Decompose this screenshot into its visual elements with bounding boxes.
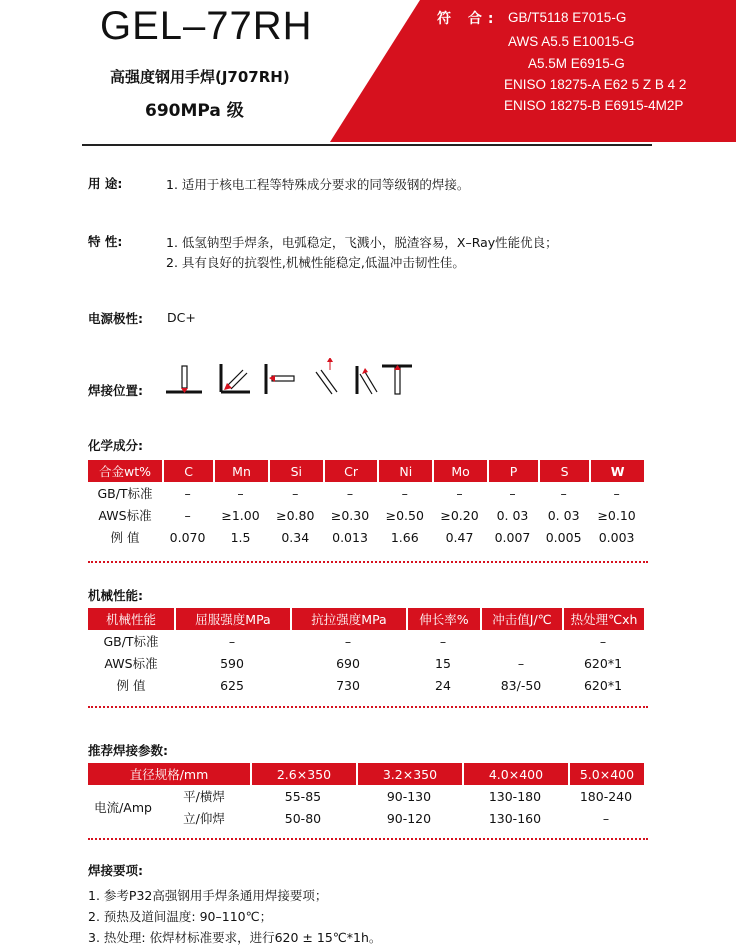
params-header: 4.0×400 [462,763,568,785]
mechanical-table [88,608,644,696]
table-row [88,652,644,674]
table-cell: – [401,485,408,501]
params-header: 直径规格/mm [88,763,250,785]
standard-line: AWS A5.5 E10015-G [508,34,635,49]
table-cell: 0.005 [545,529,582,545]
chem-header: Si [268,460,323,482]
table-cell: 83/-50 [500,677,542,693]
usage-text: 1. 适用于核电工程等特殊成分要求的同等级钢的焊接。 [166,177,470,192]
feature-item: 2. 具有良好的抗裂性,机械性能稳定,低温冲击韧性佳。 [166,255,465,270]
standards-label: 符 合: [437,11,500,27]
table-cell: 90-130 [386,788,432,804]
mech-header: 热处理℃xh [562,608,644,630]
chemistry-title: 化学成分: [88,438,143,453]
table-cell: 例 值 [110,530,140,545]
table-cell: 0. 03 [547,507,580,523]
table-cell: – [228,633,236,649]
table-cell: 0. 03 [496,507,529,523]
table-cell: – [602,810,610,826]
table-cell: – [517,655,525,671]
chem-header: Mo [432,460,487,482]
table-cell: 平/横焊 [183,789,225,804]
table-cell: 620*1 [583,655,623,671]
dotted-divider [88,706,648,708]
chem-header: P [487,460,538,482]
params-title: 推荐焊接参数: [88,743,168,758]
table-cell: ≥0.50 [385,507,424,523]
standard-line: ENISO 18275-B E6915-4M2P [504,98,684,113]
table-cell: 立/仰焊 [183,811,225,826]
table-cell: – [613,485,620,501]
table-row [88,630,644,652]
usage-label: 用 途: [88,176,123,191]
table-row [88,526,644,548]
table-row [88,674,644,696]
chem-header: Cr [323,460,378,482]
mech-header: 冲击值J/℃ [480,608,562,630]
table-cell: GB/T标准 [97,486,153,501]
table-cell: – [560,485,567,501]
chem-header: Ni [377,460,432,482]
table-cell: 0.34 [281,529,310,545]
chem-header: 合金wt% [88,460,162,482]
table-cell: 1.66 [390,529,419,545]
params-header: 3.2×350 [356,763,462,785]
params-header: 2.6×350 [250,763,356,785]
table-cell: GB/T标准 [103,634,159,649]
table-cell: 24 [435,677,451,693]
table-cell: ≥0.20 [440,507,479,523]
positions-label: 焊接位置: [88,383,143,398]
mech-header: 屈服强度MPa [174,608,290,630]
table-cell: 180-240 [579,788,633,804]
table-cell: 620*1 [583,677,623,693]
feature-item: 1. 低氢钠型手焊条，电弧稳定，飞溅小，脱渣容易，X–Ray性能优良； [166,235,558,250]
chemistry-table [88,460,644,548]
table-cell: ≥0.10 [597,507,636,523]
features-label: 特 性: [88,234,123,249]
product-model: GEL–77RH [100,4,313,48]
table-cell: 130-160 [488,810,542,826]
chem-header: W [589,460,644,482]
params-table [88,763,644,829]
table-row [88,482,644,504]
chem-header: S [538,460,589,482]
table-cell: ≥0.80 [276,507,315,523]
table-cell: 15 [435,655,451,671]
product-subtitle: 高强度钢用手焊(J707RH) [110,68,290,86]
table-cell: – [344,633,352,649]
table-cell: – [292,485,299,501]
standard-line: GB/T5118 E7015-G [508,10,627,25]
notes-title: 焊接要项: [88,863,143,878]
strength-grade: 690MPa 级 [145,101,244,121]
dotted-divider [88,838,648,840]
mechanical-title: 机械性能: [88,588,143,603]
table-cell: 590 [220,655,244,671]
table-row [88,785,644,807]
table-cell: – [184,485,191,501]
table-cell: 例 值 [116,678,146,693]
current-label: 电流/Amp [94,800,152,815]
mech-header: 机械性能 [88,608,174,630]
chem-header: Mn [213,460,268,482]
table-cell [480,630,562,652]
table-cell: 730 [336,677,360,693]
table-cell: 50-80 [284,810,322,826]
params-header: 5.0×400 [568,763,644,785]
table-cell: – [346,485,354,501]
table-cell: – [237,485,244,501]
mech-header: 伸长率% [406,608,480,630]
mech-header: 抗拉强度MPa [290,608,406,630]
table-row [88,504,644,526]
divider [82,144,652,146]
table-cell: – [184,507,191,523]
note-item: 2. 预热及道间温度: 90–110℃； [88,909,273,924]
polarity-label: 电源极性: [88,311,143,326]
table-cell: 0.007 [494,529,531,545]
table-cell: – [439,633,447,649]
table-cell: 690 [336,655,360,671]
welding-positions-icon [166,358,418,398]
table-cell: 0.47 [445,529,474,545]
polarity-value: DC+ [167,310,196,325]
chem-header: C [162,460,213,482]
standard-line: ENISO 18275-A E62 5 Z B 4 2 [504,77,687,92]
note-item: 1. 参考P32高强钢用手焊条通用焊接要项； [88,888,328,903]
table-cell: 0.003 [598,529,635,545]
table-cell: – [456,485,463,501]
table-cell: ≥1.00 [221,507,260,523]
table-cell: 0.070 [169,529,206,545]
table-cell: 0.013 [332,529,368,545]
dotted-divider [88,561,648,563]
standard-line: A5.5M E6915-G [528,56,625,71]
table-row [88,807,644,829]
table-cell: AWS标准 [104,656,158,671]
table-cell: 1.5 [230,529,251,545]
table-cell: – [509,485,516,501]
table-cell: 130-180 [488,788,542,804]
table-cell: – [599,633,607,649]
table-cell: ≥0.30 [330,507,370,523]
table-cell: 625 [220,677,244,693]
table-cell: AWS标准 [98,508,152,523]
table-cell: 55-85 [284,788,322,804]
note-item: 3. 热处理: 依焊材标准要求，进行620 ± 15℃*1h。 [88,930,382,945]
table-cell: 90-120 [386,810,432,826]
